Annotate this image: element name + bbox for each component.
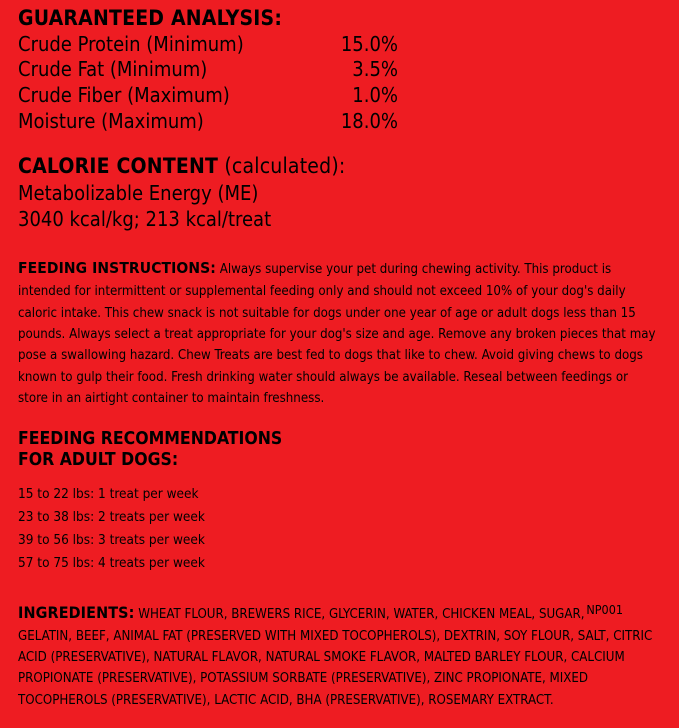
- guaranteed-analysis-section: [18, 6, 661, 134]
- ingredients-heading: INGREDIENTS:: [18, 602, 135, 622]
- list-item: 15 to 22 lbs: 1 treat per week: [18, 485, 199, 502]
- product-code: NP001: [586, 601, 623, 617]
- table-row: [18, 109, 661, 135]
- list-item: 57 to 75 lbs: 4 treats per week: [18, 555, 205, 572]
- nutrient-name: Crude Fat (Minimum): [18, 57, 208, 82]
- feeding-instructions-section: [18, 256, 661, 409]
- nutrient-name: Crude Fiber (Maximum): [18, 82, 230, 107]
- calorie-line: Metabolizable Energy (ME): [18, 180, 259, 205]
- table-row: [18, 32, 661, 58]
- feeding-instructions-body: Always supervise your pet during chewing activity. This product is intended for intermittent or supplemental feeding only and should not exceed 10% of your dog's daily caloric intake. This chew snack is not suitable for dogs under one year of age or adult dogs less than 15 pounds. Always select a treat appropriate for your dog's size and age. Remove any broken pieces that may pose a swallowing hazard. Chew Treats are best fed to dogs that like to chew. Avoid giving chews to dogs known to gulp their food. Fresh drinking water should always be available. Reseal between feedings or store in an airtight container to maintain freshness.: [18, 262, 656, 407]
- feeding-recommendations-heading-line2: FOR ADULT DOGS:: [18, 450, 179, 471]
- ingredients-section: [18, 600, 661, 711]
- feeding-recommendations-heading-line1: FEEDING RECOMMENDATIONS: [18, 429, 283, 450]
- spacer: [18, 576, 661, 600]
- list-item: 23 to 38 lbs: 2 treats per week: [18, 508, 205, 525]
- feeding-recommendations-section: [18, 429, 661, 575]
- spacer: [18, 409, 661, 429]
- calorie-content-lines: [18, 181, 661, 232]
- calorie-content-heading-bold: CALORIE CONTENT: [18, 154, 219, 179]
- nutrient-name: Crude Protein (Minimum): [18, 31, 244, 56]
- spacer: [18, 232, 661, 256]
- list-item: 39 to 56 lbs: 3 treats per week: [18, 532, 205, 549]
- feeding-instructions-heading: FEEDING INSTRUCTIONS:: [18, 259, 216, 278]
- guaranteed-analysis-heading: GUARANTEED ANALYSIS:: [18, 6, 283, 30]
- feeding-recommendations-list: [18, 483, 661, 576]
- table-row: [18, 83, 661, 109]
- calorie-content-section: [18, 154, 661, 232]
- nutrient-value: 3.5%: [352, 57, 398, 82]
- spacer: [18, 134, 661, 154]
- nutrient-value: 15.0%: [340, 31, 398, 56]
- table-row: [18, 57, 661, 83]
- guaranteed-analysis-table: [18, 32, 661, 134]
- calorie-content-heading-normal: (calculated):: [218, 154, 346, 179]
- nutrient-value: 18.0%: [340, 108, 398, 133]
- calorie-content-heading: [18, 154, 661, 179]
- nutrient-name: Moisture (Maximum): [18, 108, 204, 133]
- nutrient-value: 1.0%: [352, 82, 398, 107]
- ingredients-body: WHEAT FLOUR, BREWERS RICE, GLYCERIN, WATER, CHICKEN MEAL, SUGAR, GELATIN, BEEF, ANIMAL FAT (PRESERVED WITH MIXED TOCOPHEROLS), DEXTRIN, SOY FLOUR, SALT, CITRIC ACID (PRESERVATIVE), NATURAL FLAVOR, NATURAL SMOKE FLAVOR, MALTED BARLEY FLOUR, CALCIUM PROPIONATE (PRESERVATIVE), POTASSIUM SORBATE (PRESERVATIVE), ZINC PROPIONATE, MIXED TOCOPHEROLS (PRESERVATIVE), LACTIC ACID, BHA (PRESERVATIVE), ROSEMARY EXTRACT.: [18, 606, 653, 708]
- calorie-line: 3040 kcal/kg; 213 kcal/treat: [18, 206, 272, 231]
